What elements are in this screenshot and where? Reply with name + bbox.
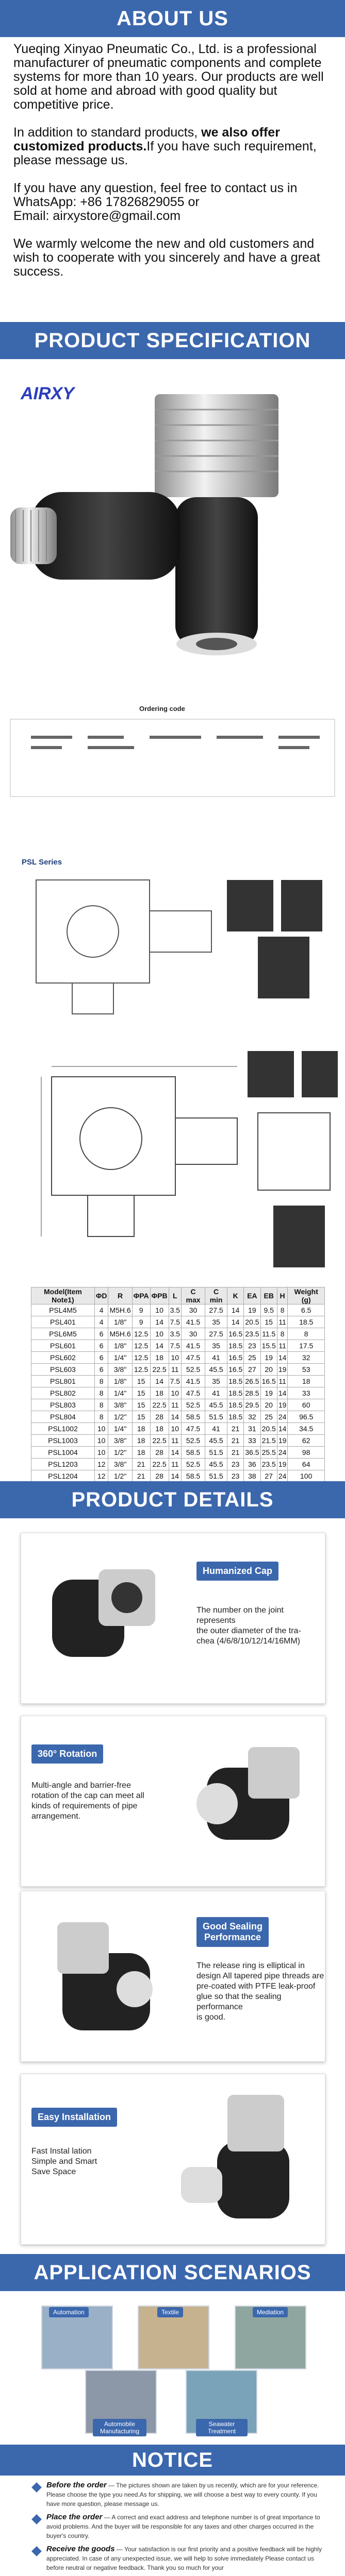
- table-cell: 25.5: [260, 1447, 277, 1459]
- table-cell: 16.5: [227, 1364, 244, 1376]
- table-cell: 98: [288, 1447, 325, 1459]
- table-cell: 22.5: [150, 1399, 169, 1411]
- table-cell: 27: [244, 1364, 260, 1376]
- table-row: [31, 1423, 325, 1435]
- table-cell: 12.5: [132, 1340, 150, 1352]
- table-cell: 14: [227, 1304, 244, 1316]
- table-cell: 7.5: [169, 1316, 181, 1328]
- table-cell: 32: [288, 1352, 325, 1364]
- label-seawater: Seawater Treatment: [196, 2419, 248, 2436]
- table-cell: 18: [132, 1435, 150, 1447]
- customized-highlight: we also offer customized products.: [13, 125, 280, 154]
- table-cell: 15.5: [260, 1340, 277, 1352]
- applications-title: APPLICATION SCENARIOS: [34, 2261, 311, 2284]
- table-cell: 53: [288, 1364, 325, 1376]
- ordering-code-diagram: [0, 694, 345, 1035]
- spec-banner: [0, 322, 345, 359]
- spec-col-header: EA: [244, 1287, 260, 1304]
- table-cell: 14: [169, 1411, 181, 1423]
- table-cell: 19: [260, 1352, 277, 1364]
- table-cell: 21: [132, 1470, 150, 1482]
- table-cell: 28: [150, 1470, 169, 1482]
- table-cell: 18.5: [227, 1340, 244, 1352]
- table-cell: 27.5: [205, 1328, 227, 1340]
- table-cell: 8: [94, 1387, 108, 1399]
- table-cell: PSL1004: [31, 1447, 95, 1459]
- table-cell: 41: [205, 1387, 227, 1399]
- table-cell: 23: [244, 1340, 260, 1352]
- table-cell: 58.5: [182, 1447, 205, 1459]
- spec-col-header: L: [169, 1287, 181, 1304]
- table-cell: 62: [288, 1435, 325, 1447]
- table-cell: 17.5: [288, 1340, 325, 1352]
- series-label: PSL Series: [22, 858, 62, 867]
- table-cell: 4: [94, 1304, 108, 1316]
- table-cell: 22.5: [150, 1435, 169, 1447]
- table-cell: 28: [150, 1447, 169, 1459]
- table-cell: 22.5: [150, 1459, 169, 1470]
- table-cell: 18.5: [227, 1387, 244, 1399]
- notice-title: NOTICE: [132, 2448, 213, 2471]
- table-cell: 19: [277, 1459, 288, 1470]
- table-cell: 36: [244, 1459, 260, 1470]
- table-cell: 7.5: [169, 1376, 181, 1387]
- table-cell: PSL804: [31, 1411, 95, 1423]
- table-cell: 11: [169, 1364, 181, 1376]
- table-cell: 24: [277, 1447, 288, 1459]
- table-cell: 58.5: [182, 1411, 205, 1423]
- notice-receive-goods: Receive the goods — Your satisfaction is our first priority and a positive feedback will be highly appreciated. In case of any unexpected issue, we will help to solve immediately Please contact us before neutral or negative feedback. Thank you so much for your: [46, 2545, 330, 2572]
- table-cell: PSL4M5: [31, 1304, 95, 1316]
- diamond-icon: [31, 2514, 42, 2524]
- table-cell: PSL802: [31, 1387, 95, 1399]
- table-cell: 6: [94, 1340, 108, 1352]
- about-paragraph-3: If you have any question, feel free to contact us in WhatsApp: +86 17826829055 or Email: airxystore@gmail.com: [13, 181, 298, 223]
- table-cell: 23.5: [260, 1459, 277, 1470]
- table-cell: 10: [94, 1447, 108, 1459]
- details-title: PRODUCT DETAILS: [71, 1488, 274, 1511]
- table-cell: 11.5: [260, 1328, 277, 1340]
- spec-col-header: Model(Item Note1): [31, 1287, 95, 1304]
- table-cell: 21.5: [260, 1435, 277, 1447]
- table-cell: 18: [150, 1387, 169, 1399]
- table-cell: 23.5: [244, 1328, 260, 1340]
- table-cell: 1/8": [108, 1340, 132, 1352]
- table-cell: 3/8": [108, 1459, 132, 1470]
- table-cell: 47.5: [182, 1387, 205, 1399]
- table-cell: 31: [244, 1423, 260, 1435]
- about-paragraph-1: Yueqing Xinyao Pneumatic Co., Ltd. is a professional manufacturer of pneumatic components and complete systems for more than 10 years. Our products are well sold at home and abroad with good quality but competitive price.: [13, 42, 324, 112]
- table-cell: 15: [132, 1376, 150, 1387]
- table-cell: 11: [169, 1435, 181, 1447]
- table-cell: 36.5: [244, 1447, 260, 1459]
- label-automobile: Automobile Manufacturing: [93, 2419, 146, 2436]
- spec-col-header: Weight (g): [288, 1287, 325, 1304]
- detail-card-rotation: 360° Rotation Multi-angle and barrier-free rotation of the cap can meet all kinds of requirements of pipe arrangement.: [21, 1716, 325, 1887]
- table-cell: 6: [94, 1328, 108, 1340]
- label-automation: Automation: [49, 2307, 89, 2317]
- applications-banner: [0, 2254, 345, 2291]
- table-cell: 9.5: [260, 1304, 277, 1316]
- table-cell: 3/8": [108, 1364, 132, 1376]
- table-cell: 30: [182, 1328, 205, 1340]
- table-cell: 11: [277, 1340, 288, 1352]
- table-cell: 27.5: [205, 1304, 227, 1316]
- table-cell: 12.5: [132, 1328, 150, 1340]
- table-cell: 20.5: [244, 1316, 260, 1328]
- table-row: [31, 1304, 325, 1316]
- spec-col-header: R: [108, 1287, 132, 1304]
- table-cell: 1/4": [108, 1352, 132, 1364]
- table-cell: PSL1003: [31, 1435, 95, 1447]
- table-cell: 3.5: [169, 1304, 181, 1316]
- table-row: [31, 1352, 325, 1364]
- table-cell: 11: [277, 1316, 288, 1328]
- notice-banner: [0, 2445, 345, 2476]
- table-cell: 64: [288, 1459, 325, 1470]
- table-cell: 14: [227, 1316, 244, 1328]
- table-cell: 8: [288, 1328, 325, 1340]
- table-cell: 10: [169, 1352, 181, 1364]
- notice-content: [46, 2481, 330, 2576]
- table-row: [31, 1376, 325, 1387]
- table-cell: 14: [169, 1470, 181, 1482]
- table-cell: 15: [260, 1316, 277, 1328]
- table-cell: 3.5: [169, 1328, 181, 1340]
- table-cell: 33: [288, 1387, 325, 1399]
- table-cell: 51.5: [205, 1470, 227, 1482]
- spec-col-header: ΦD: [94, 1287, 108, 1304]
- table-cell: 18.5: [288, 1316, 325, 1328]
- table-cell: 1/2": [108, 1447, 132, 1459]
- table-cell: 18.5: [227, 1376, 244, 1387]
- rotation-photo: [176, 1732, 315, 1871]
- table-cell: 1/4": [108, 1387, 132, 1399]
- table-cell: 28.5: [244, 1387, 260, 1399]
- notice-place-order: Place the order — A correct and exact address and telephone number is of great importance to avoid problems. And the buyer will be responsible for any taxes and other charges occurred in the buyer's country.: [46, 2513, 330, 2540]
- table-cell: 14: [150, 1340, 169, 1352]
- sealing-photo: [31, 1907, 176, 2046]
- about-text: [0, 42, 345, 279]
- table-cell: 20.5: [260, 1423, 277, 1435]
- label-mediation: Mediation: [253, 2307, 288, 2317]
- table-cell: 4: [94, 1316, 108, 1328]
- table-cell: 18: [132, 1447, 150, 1459]
- spec-col-header: K: [227, 1287, 244, 1304]
- table-cell: 12.5: [132, 1352, 150, 1364]
- table-cell: 45.5: [205, 1435, 227, 1447]
- about-paragraph-2: In addition to standard products, we also offer customized products.If you have such requirement, please message us.: [13, 125, 317, 167]
- table-cell: 14: [150, 1316, 169, 1328]
- table-cell: 52.5: [182, 1399, 205, 1411]
- table-cell: 19: [277, 1364, 288, 1376]
- product-photo: [0, 363, 345, 693]
- spec-col-header: C max: [182, 1287, 205, 1304]
- table-cell: 38: [244, 1470, 260, 1482]
- table-cell: 11: [277, 1376, 288, 1387]
- table-cell: 10: [94, 1423, 108, 1435]
- table-cell: 12: [94, 1459, 108, 1470]
- table-cell: 30: [182, 1304, 205, 1316]
- detail-card-installation: Easy Installation Fast Instal lation Simple and Smart Save Space: [21, 2074, 325, 2245]
- sealing-tag: Good Sealing Performance: [196, 1917, 269, 1947]
- installation-photo: [171, 2084, 315, 2234]
- table-cell: 1/8": [108, 1316, 132, 1328]
- table-cell: 60: [288, 1399, 325, 1411]
- table-cell: 12.5: [132, 1364, 150, 1376]
- table-cell: 15: [132, 1411, 150, 1423]
- table-cell: 1/2": [108, 1411, 132, 1423]
- spec-col-header: C min: [205, 1287, 227, 1304]
- table-row: [31, 1328, 325, 1340]
- diamond-icon: [31, 2546, 42, 2556]
- diamond-icon: [31, 2482, 42, 2493]
- table-cell: 1/2": [108, 1470, 132, 1482]
- table-cell: 34.5: [288, 1423, 325, 1435]
- table-cell: PSL601: [31, 1340, 95, 1352]
- table-cell: M5H.6: [108, 1304, 132, 1316]
- table-cell: 6.5: [288, 1304, 325, 1316]
- table-cell: 8: [94, 1399, 108, 1411]
- table-cell: 21: [227, 1447, 244, 1459]
- table-row: [31, 1447, 325, 1459]
- table-cell: 8: [94, 1411, 108, 1423]
- label-textile: Textile: [157, 2307, 183, 2317]
- detail-card-sealing: Good Sealing Performance The release ring is elliptical in design All tapered pipe threads are pre-coated with PTFE leak-proof glue so that the sealing performance is good.: [21, 1891, 325, 2062]
- brand-logo: AIRXY: [21, 384, 74, 403]
- table-cell: PSL801: [31, 1376, 95, 1387]
- table-cell: 6: [94, 1352, 108, 1364]
- table-cell: 41: [205, 1352, 227, 1364]
- table-cell: 45.5: [205, 1459, 227, 1470]
- humanized-cap-tag: Humanized Cap: [196, 1562, 278, 1581]
- table-cell: PSL6M5: [31, 1328, 95, 1340]
- table-cell: 3/8": [108, 1435, 132, 1447]
- table-cell: 14: [277, 1423, 288, 1435]
- table-cell: 7.5: [169, 1340, 181, 1352]
- table-cell: 45.5: [205, 1364, 227, 1376]
- spec-title: PRODUCT SPECIFICATION: [34, 329, 311, 352]
- spec-col-header: EB: [260, 1287, 277, 1304]
- table-cell: 24: [277, 1411, 288, 1423]
- table-cell: 47.5: [182, 1352, 205, 1364]
- about-paragraph-4: We warmly welcome the new and old customers and wish to cooperate with you sincerely and have a great success.: [13, 236, 320, 279]
- table-row: [31, 1387, 325, 1399]
- table-cell: 33: [244, 1435, 260, 1447]
- table-cell: 41.5: [182, 1376, 205, 1387]
- table-cell: 14: [169, 1447, 181, 1459]
- table-row: [31, 1399, 325, 1411]
- table-cell: 27: [260, 1470, 277, 1482]
- table-cell: 96.5: [288, 1411, 325, 1423]
- table-cell: 41.5: [182, 1316, 205, 1328]
- table-cell: 52.5: [182, 1364, 205, 1376]
- table-row: [31, 1411, 325, 1423]
- table-cell: 15: [132, 1387, 150, 1399]
- table-cell: 52.5: [182, 1435, 205, 1447]
- table-cell: 14: [277, 1352, 288, 1364]
- table-cell: 19: [260, 1387, 277, 1399]
- table-cell: 12: [94, 1470, 108, 1482]
- spec-col-header: ΦPB: [150, 1287, 169, 1304]
- rotation-tag: 360° Rotation: [31, 1744, 103, 1764]
- table-cell: 8: [277, 1304, 288, 1316]
- table-cell: 47.5: [182, 1423, 205, 1435]
- table-cell: 41: [205, 1423, 227, 1435]
- table-cell: 18: [288, 1376, 325, 1387]
- spec-col-header: H: [277, 1287, 288, 1304]
- table-cell: PSL1002: [31, 1423, 95, 1435]
- table-row: [31, 1364, 325, 1376]
- table-cell: PSL1203: [31, 1459, 95, 1470]
- table-cell: 10: [94, 1435, 108, 1447]
- table-cell: 11: [169, 1399, 181, 1411]
- table-row: [31, 1316, 325, 1328]
- table-row: [31, 1340, 325, 1352]
- table-cell: PSL1204: [31, 1470, 95, 1482]
- table-cell: 10: [169, 1387, 181, 1399]
- installation-tag: Easy Installation: [31, 2108, 117, 2127]
- about-title: ABOUT US: [117, 7, 228, 30]
- table-cell: 11: [169, 1459, 181, 1470]
- table-cell: 21: [132, 1459, 150, 1470]
- table-cell: 15: [132, 1399, 150, 1411]
- table-cell: 10: [150, 1328, 169, 1340]
- table-cell: 21: [227, 1435, 244, 1447]
- spec-col-header: ΦPA: [132, 1287, 150, 1304]
- table-cell: 19: [277, 1399, 288, 1411]
- table-cell: 21: [227, 1423, 244, 1435]
- table-cell: 18: [150, 1352, 169, 1364]
- table-cell: 35: [205, 1376, 227, 1387]
- table-cell: 35: [205, 1340, 227, 1352]
- dimension-diagram: [0, 1036, 345, 1285]
- table-cell: 23: [227, 1470, 244, 1482]
- table-cell: 20: [260, 1399, 277, 1411]
- table-cell: 10: [169, 1423, 181, 1435]
- table-cell: PSL803: [31, 1399, 95, 1411]
- table-cell: 19: [244, 1304, 260, 1316]
- table-cell: 9: [132, 1316, 150, 1328]
- table-cell: 20: [260, 1364, 277, 1376]
- table-cell: 29.5: [244, 1399, 260, 1411]
- table-row: [31, 1435, 325, 1447]
- table-cell: PSL602: [31, 1352, 95, 1364]
- spec-table-header: [31, 1287, 325, 1304]
- table-cell: 14: [277, 1387, 288, 1399]
- table-cell: PSL401: [31, 1316, 95, 1328]
- table-cell: 6: [94, 1364, 108, 1376]
- table-cell: 58.5: [182, 1470, 205, 1482]
- table-cell: 9: [132, 1304, 150, 1316]
- table-cell: 18.5: [227, 1399, 244, 1411]
- table-cell: 18: [132, 1423, 150, 1435]
- table-cell: 32: [244, 1411, 260, 1423]
- table-cell: 18: [150, 1423, 169, 1435]
- table-cell: 45.5: [205, 1399, 227, 1411]
- table-row: [31, 1470, 325, 1482]
- table-cell: 24: [277, 1470, 288, 1482]
- table-cell: 1/8": [108, 1376, 132, 1387]
- table-cell: 16.5: [227, 1328, 244, 1340]
- table-cell: 25: [260, 1411, 277, 1423]
- humanized-cap-photo: [37, 1549, 171, 1683]
- table-cell: 19: [277, 1435, 288, 1447]
- table-cell: 23: [227, 1459, 244, 1470]
- table-cell: 14: [150, 1376, 169, 1387]
- table-cell: 51.5: [205, 1411, 227, 1423]
- notice-before-order: Before the order — The pictures shown are taken by us recently, which are for your reference. Please choose the type you need.As for shipping, we will choose a best way to every county. If you have more question, please message us.: [46, 2481, 330, 2509]
- table-cell: 51.5: [205, 1447, 227, 1459]
- table-cell: 8: [94, 1376, 108, 1387]
- about-banner: [0, 0, 345, 37]
- detail-card-humanized-cap: Humanized Cap The number on the joint represents the outer diameter of the tra- chea (4/6/8/10/12/14/16MM): [21, 1533, 325, 1704]
- ordering-title: Ordering code: [139, 705, 185, 713]
- table-cell: 22.5: [150, 1364, 169, 1376]
- table-cell: 8: [277, 1328, 288, 1340]
- table-cell: 16.5: [227, 1352, 244, 1364]
- table-cell: 35: [205, 1316, 227, 1328]
- table-cell: 41.5: [182, 1340, 205, 1352]
- details-banner: [0, 1481, 345, 1518]
- table-cell: 16.5: [260, 1376, 277, 1387]
- table-cell: PSL603: [31, 1364, 95, 1376]
- table-cell: 26.5: [244, 1376, 260, 1387]
- table-cell: 100: [288, 1470, 325, 1482]
- table-cell: 25: [244, 1352, 260, 1364]
- table-cell: 3/8": [108, 1399, 132, 1411]
- table-cell: 18.5: [227, 1411, 244, 1423]
- table-cell: 52.5: [182, 1459, 205, 1470]
- table-row: [31, 1459, 325, 1470]
- spec-table: [31, 1287, 325, 1482]
- table-cell: M5H.6: [108, 1328, 132, 1340]
- table-cell: 1/4": [108, 1423, 132, 1435]
- fitting-illustration: [0, 363, 345, 693]
- email-text: Email: airxystore@gmail.com: [13, 209, 181, 223]
- table-cell: 28: [150, 1411, 169, 1423]
- whatsapp-text: WhatsApp: +86 17826829055 or: [13, 195, 200, 209]
- table-cell: 10: [150, 1304, 169, 1316]
